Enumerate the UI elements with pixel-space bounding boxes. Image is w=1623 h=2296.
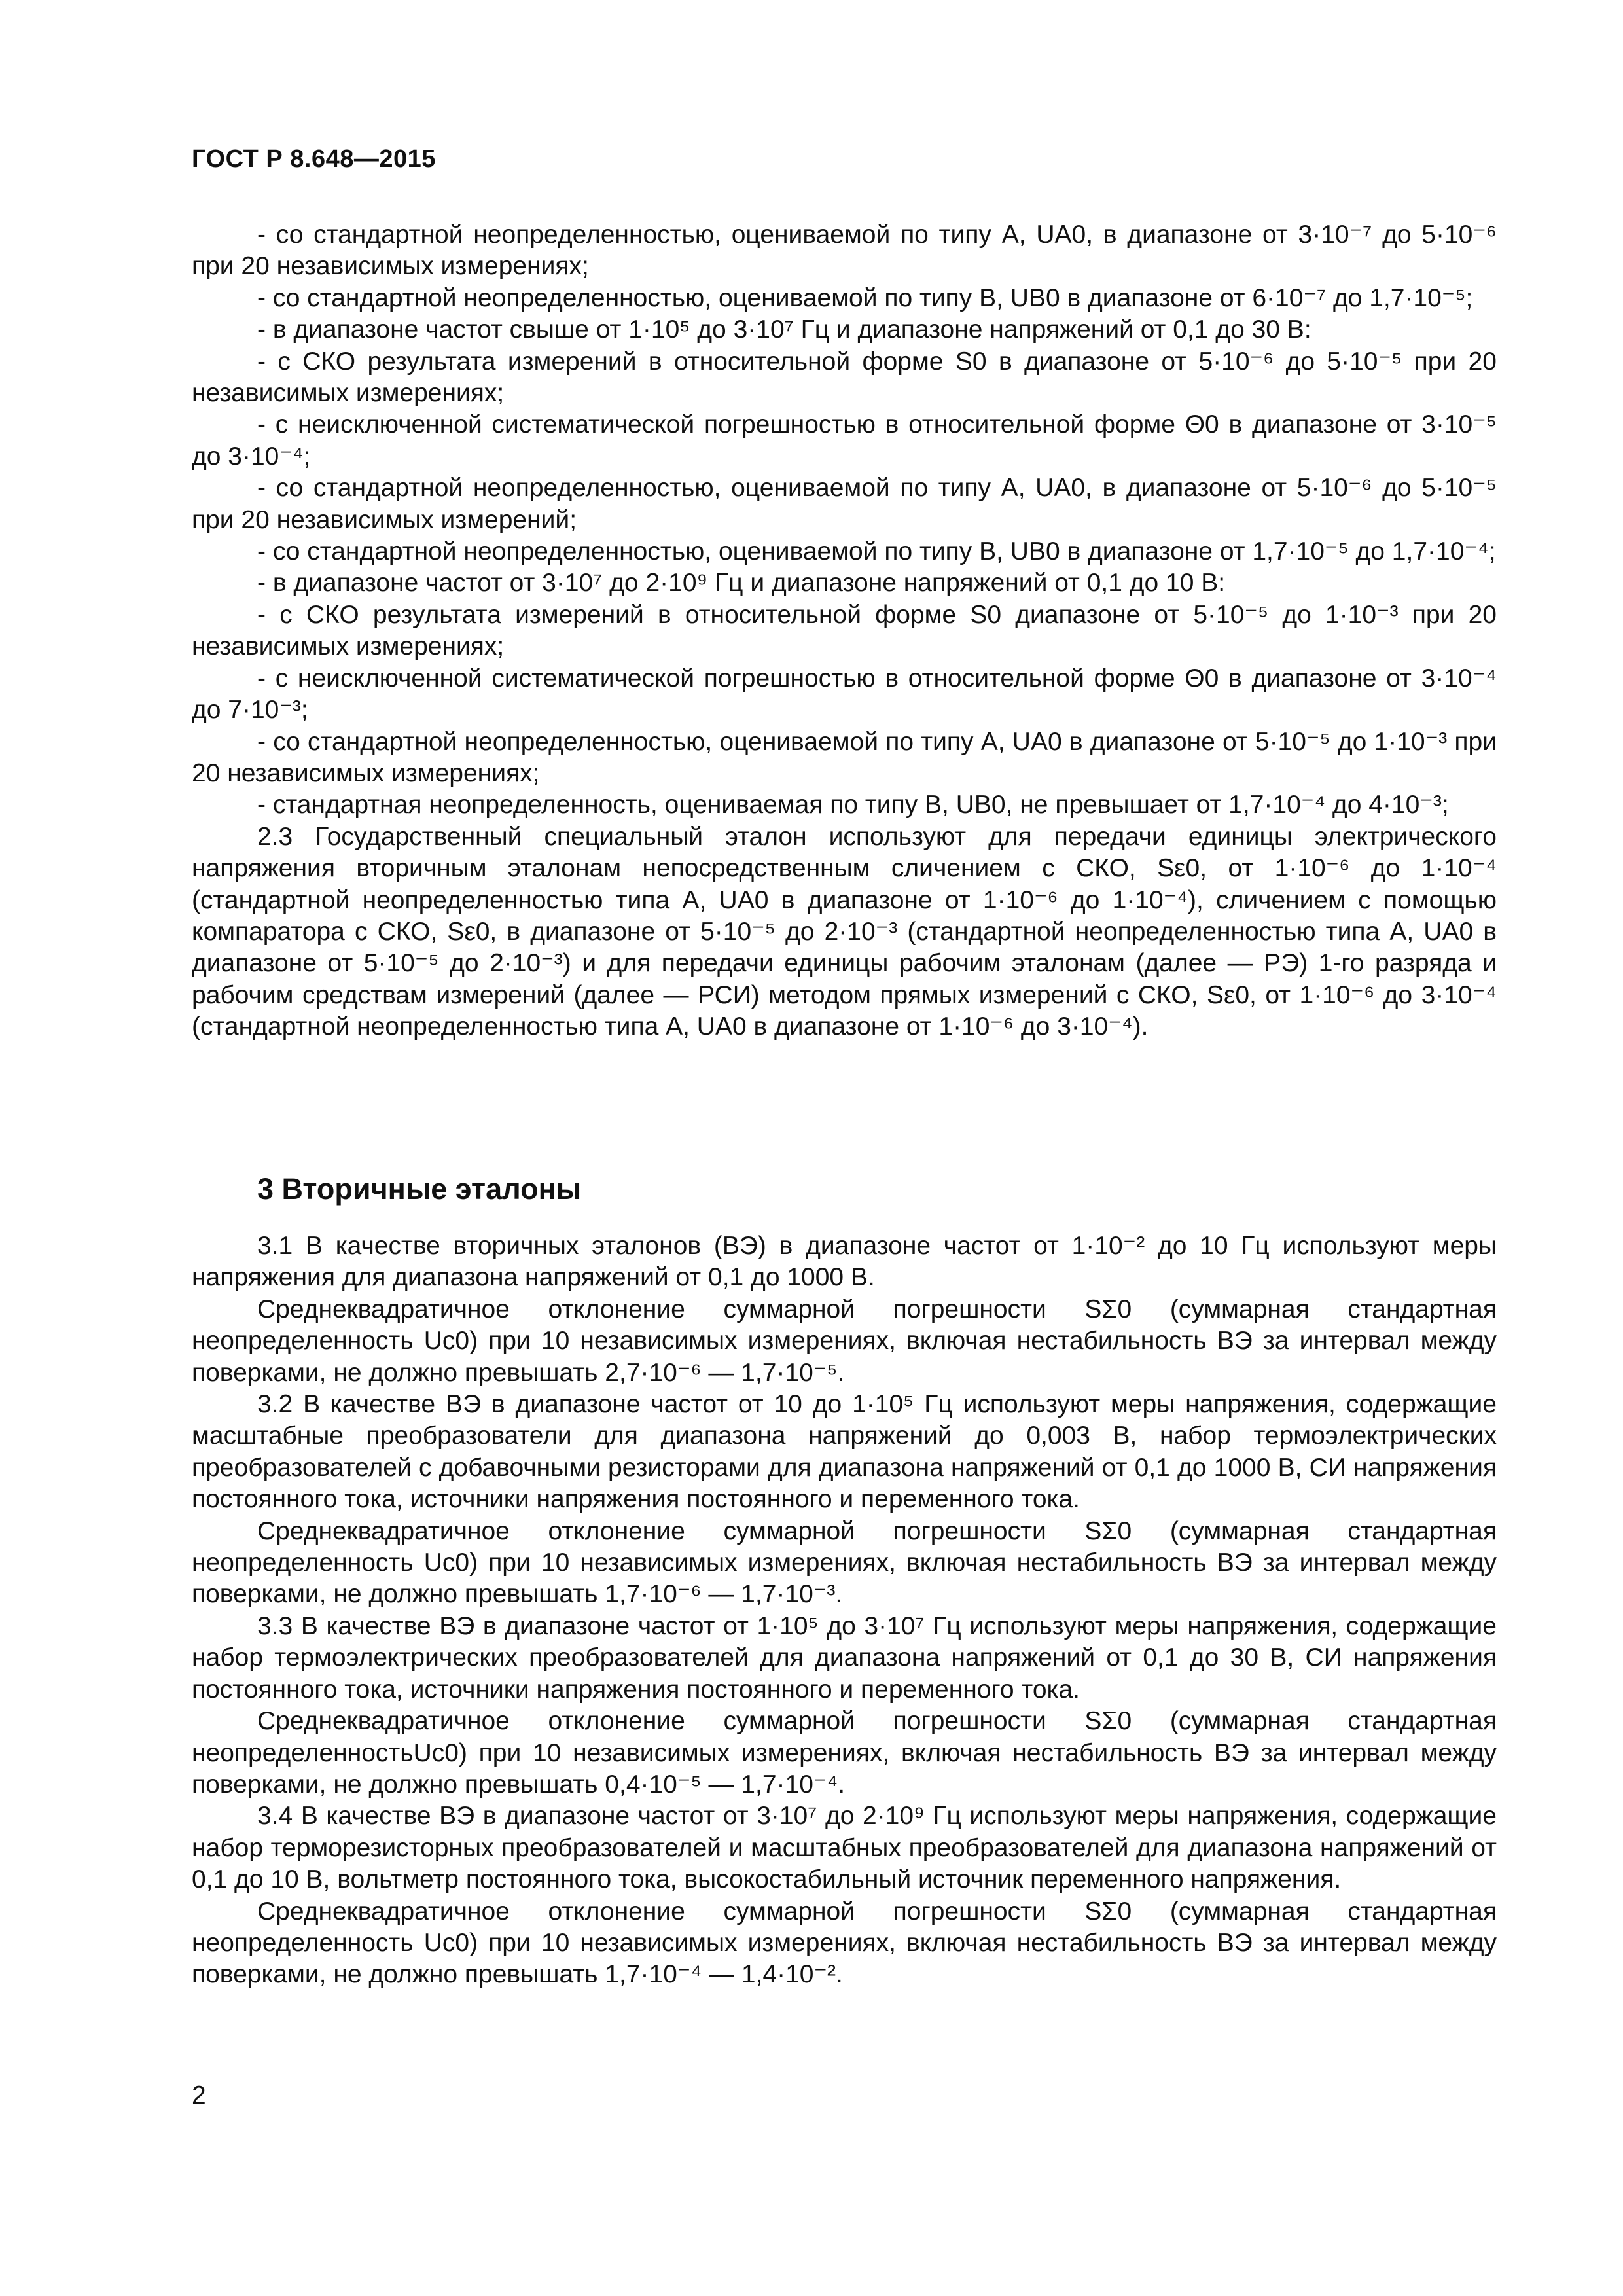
paragraph: - с неисключенной систематической погрешностью в относительной форме Θ0 в диапазоне от 3·10⁻⁵ до 3·10⁻⁴; — [192, 410, 1497, 471]
paragraph: - со стандартной неопределенностью, оцениваемой по типу B, UB0 в диапазоне от 1,7·10⁻⁵ до 1,7·10⁻⁴; — [257, 537, 1496, 566]
paragraph: - со стандартной неопределенностью, оцениваемой по типу A, UA0, в диапазоне от 5·10⁻⁶ до 5·10⁻⁵ при 20 независимых измерений; — [192, 474, 1497, 534]
paragraph: - с неисключенной систематической погрешностью в относительной форме Θ0 в диапазоне от 3·10⁻⁴ до 7·10⁻³; — [192, 664, 1497, 725]
paragraph: - со стандартной неопределенностью, оцениваемой по типу A, UA0 в диапазоне от 5·10⁻⁵ до 1·10⁻³ при 20 независимых измерениях; — [192, 727, 1497, 787]
paragraph: - в диапазоне частот свыше от 1·10⁵ до 3·10⁷ Гц и диапазоне напряжений от 0,1 до 30 В: — [257, 315, 1311, 344]
paragraph: Среднеквадратичное отклонение суммарной погрешности SΣ0 (суммарная стандартная неопределенность Uc0) при 10 независимых измерениях, включая нестабильность ВЭ за интервал между поверками, не должно превышать 1,7·10⁻⁶ — 1,7·10⁻³. — [192, 1516, 1497, 1609]
paragraph: - в диапазоне частот от 3·10⁷ до 2·10⁹ Гц и диапазоне напряжений от 0,1 до 10 В: — [257, 569, 1226, 598]
paragraph: - с СКО результата измерений в относительной форме S0 в диапазоне от 5·10⁻⁶ до 5·10⁻⁵ при 20 независимых измерениях; — [192, 347, 1497, 408]
paragraph: 3.1 В качестве вторичных эталонов (ВЭ) в диапазоне частот от 1·10⁻² до 10 Гц используют меры напряжения для диапазона напряжений от 0,1 до 1000 В. — [192, 1232, 1497, 1292]
document-header: ГОСТ Р 8.648—2015 — [192, 145, 436, 173]
paragraph: 3.2 В качестве ВЭ в диапазоне частот от 10 до 1·10⁵ Гц используют меры напряжения, содержащие масштабные преобразователи для диапазона напряжений до 0,003 В, набор термоэлектрических преобразователей с добавочными резисторами для диапазона напряжений от 0,1 до 1000 В, СИ напряжения постоянного тока, источники напряжения постоянного и переменного тока. — [192, 1390, 1497, 1514]
paragraph: 3.3 В качестве ВЭ в диапазоне частот от 1·10⁵ до 3·10⁷ Гц используют меры напряжения, содержащие набор термоэлектрических преобразователей для диапазона напряжений от 0,1 до 30 В, СИ напряжения постоянного тока, источники напряжения постоянного и переменного тока. — [192, 1611, 1497, 1704]
body-text-block — [192, 219, 1497, 1043]
paragraph: 2.3 Государственный специальный эталон используют для передачи единицы электрического напряжения вторичным эталонам непосредственным сличением с СКО, Sε0, от 1·10⁻⁶ до 1·10⁻⁴ (стандартной неопределенностью типа A, UA0 в диапазоне от 1·10⁻⁶ до 1·10⁻⁴), сличением с помощью компаратора с СКО, Sε0, в диапазоне от 5·10⁻⁵ до 2·10⁻³ (стандартной неопределенностью типа A, UA0 в диапазоне от 5·10⁻⁵ до 2·10⁻³) и для передачи единицы рабочим эталонам (далее — РЭ) 1-го разряда и рабочим средствам измерений (далее — РСИ) методом прямых измерений с СКО, Sε0, от 1·10⁻⁶ до 3·10⁻⁴ (стандартной неопределенностью типа A, UA0 в диапазоне от 1·10⁻⁶ до 3·10⁻⁴). — [192, 822, 1497, 1041]
section-heading: 3 Вторичные эталоны — [257, 1172, 582, 1206]
paragraph: 3.4 В качестве ВЭ в диапазоне частот от 3·10⁷ до 2·10⁹ Гц используют меры напряжения, содержащие набор терморезисторных преобразователей и масштабных преобразователей для диапазона напряжений от 0,1 до 10 В, вольтметр постоянного тока, высокостабильный источник переменного напряжения. — [192, 1802, 1497, 1894]
paragraph: - со стандартной неопределенностью, оцениваемой по типу A, UA0, в диапазоне от 3·10⁻⁷ до 5·10⁻⁶ при 20 независимых измерениях; — [192, 221, 1497, 281]
paragraph: - со стандартной неопределенностью, оцениваемой по типу B, UB0 в диапазоне от 6·10⁻⁷ до 1,7·10⁻⁵; — [257, 283, 1473, 312]
paragraph: Среднеквадратичное отклонение суммарной погрешности SΣ0 (суммарная стандартная неопределенность Uc0) при 10 независимых измерениях, включая нестабильность ВЭ за интервал между поверками, не должно превышать 1,7·10⁻⁴ — 1,4·10⁻². — [192, 1897, 1497, 1989]
paragraph: Среднеквадратичное отклонение суммарной погрешности SΣ0 (суммарная стандартная неопределенностьUc0) при 10 независимых измерениях, включая нестабильность ВЭ за интервал между поверками, не должно превышать 0,4·10⁻⁵ — 1,7·10⁻⁴. — [192, 1707, 1497, 1799]
section-text-block — [192, 1230, 1497, 1991]
paragraph: - с СКО результата измерений в относительной форме S0 диапазоне от 5·10⁻⁵ до 1·10⁻³ при 20 независимых измерениях; — [192, 600, 1497, 661]
paragraph: - стандартная неопределенность, оцениваемая по типу B, UB0, не превышает от 1,7·10⁻⁴ до 4·10⁻³; — [257, 791, 1449, 819]
page-number: 2 — [192, 2081, 206, 2109]
paragraph: Среднеквадратичное отклонение суммарной погрешности SΣ0 (суммарная стандартная неопределенность Uc0) при 10 независимых измерениях, включая нестабильность ВЭ за интервал между поверками, не должно превышать 2,7·10⁻⁶ — 1,7·10⁻⁵. — [192, 1295, 1497, 1387]
